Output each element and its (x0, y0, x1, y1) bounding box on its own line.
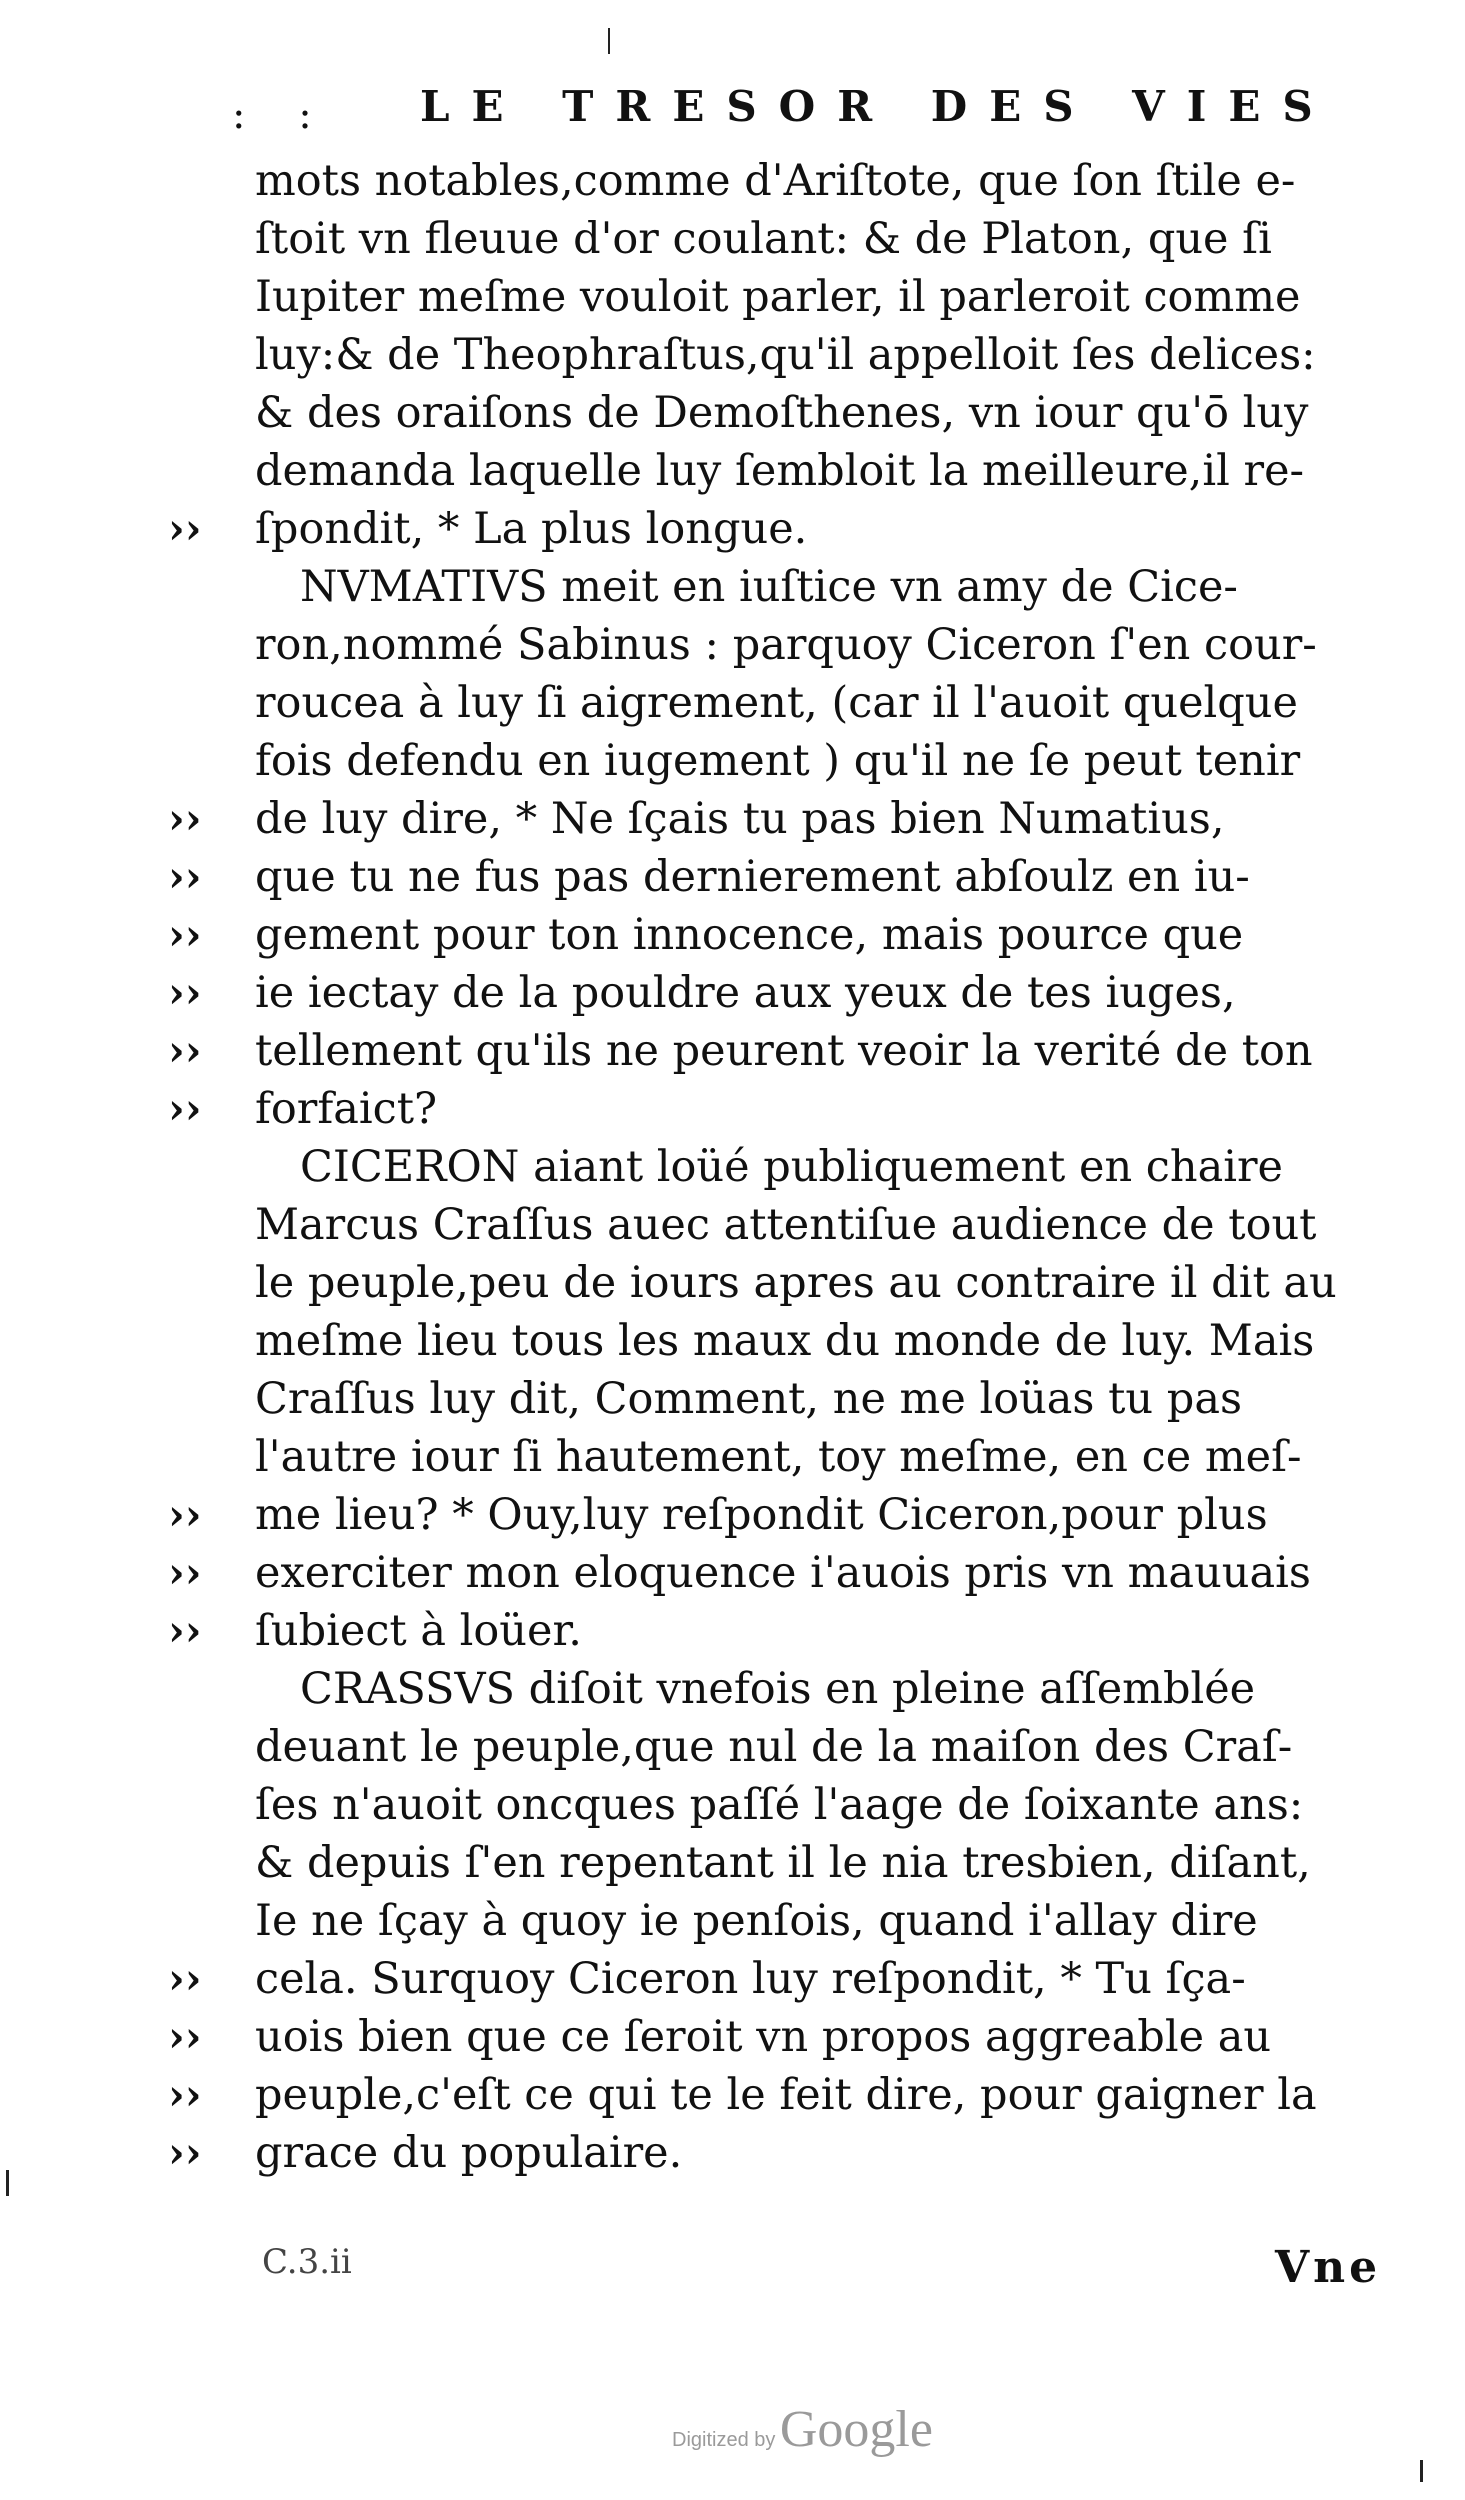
quotation-margin-mark: ›› (168, 1606, 202, 1655)
text-line (0, 384, 1465, 442)
text-line (0, 1080, 1465, 1138)
digitized-by-google-watermark (672, 2400, 933, 2459)
text-line (0, 964, 1465, 1022)
text-line (0, 1312, 1465, 1370)
quotation-margin-mark: ›› (168, 1026, 202, 1075)
line-text: l'autre iour ſi hautement, toy meſme, en ce meſ- (255, 1432, 1302, 1482)
line-text: CICERON aiant loüé publiquement en chaire (300, 1142, 1283, 1192)
quotation-margin-mark: ›› (168, 1490, 202, 1539)
line-text: forfaict? (255, 1084, 438, 1134)
margin-speck (1420, 2460, 1423, 2482)
google-logo: Google (779, 2401, 933, 2458)
line-text: meſme lieu tous les maux du monde de luy. Mais (255, 1316, 1315, 1366)
signature-mark: C.3.ii (262, 2242, 352, 2282)
text-line (0, 1544, 1465, 1602)
quotation-margin-mark: ›› (168, 968, 202, 1017)
line-text: Marcus Craſſus auec attentiſue audience de tout (255, 1200, 1317, 1250)
line-text: luy:& de Theophraſtus,qu'il appelloit ſes delices: (255, 330, 1316, 380)
text-line (0, 616, 1465, 674)
text-line (0, 1602, 1465, 1660)
line-text: me lieu? * Ouy,luy reſpondit Ciceron,pour plus (255, 1490, 1268, 1540)
line-text: gement pour ton innocence, mais pource que (255, 910, 1244, 960)
text-line (0, 1718, 1465, 1776)
line-text: mots notables,comme d'Ariſtote, que ſon ſtile e- (255, 156, 1296, 206)
line-text: deuant le peuple,que nul de la maiſon des Craſ- (255, 1722, 1293, 1772)
text-line (0, 326, 1465, 384)
text-line (0, 1428, 1465, 1486)
quotation-margin-mark: ›› (168, 2070, 202, 2119)
line-text: roucea à luy ſi aigrement, (car il l'auoit quelque (255, 678, 1298, 728)
line-text: demanda laquelle luy ſembloit la meilleure,il re- (255, 446, 1305, 496)
quotation-margin-mark: ›› (168, 794, 202, 843)
text-line (0, 1892, 1465, 1950)
text-line (0, 1660, 1465, 1718)
line-text: cela. Surquoy Ciceron luy reſpondit, * Tu ſça- (255, 1954, 1246, 2004)
text-line (0, 674, 1465, 732)
text-line (0, 1370, 1465, 1428)
line-text: peuple,c'eſt ce qui te le feit dire, pour gaigner la (255, 2070, 1317, 2120)
line-text: tellement qu'ils ne peurent veoir la verité de ton (255, 1026, 1313, 1076)
margin-speck (608, 28, 610, 54)
text-line (0, 442, 1465, 500)
line-text: ſpondit, * La plus longue. (255, 504, 808, 554)
quotation-margin-mark: ›› (168, 504, 202, 553)
quotation-margin-mark: ›› (168, 1954, 202, 2003)
line-text: & des oraiſons de Demoſthenes, vn iour qu'ō luy (255, 388, 1309, 438)
line-text: de luy dire, * Ne ſçais tu pas bien Numatius, (255, 794, 1225, 844)
line-text: exerciter mon eloquence i'auois pris vn mauuais (255, 1548, 1311, 1598)
quotation-margin-mark: ›› (168, 1084, 202, 1133)
line-text: Iupiter meſme vouloit parler, il parleroit comme (255, 272, 1301, 322)
text-line (0, 2124, 1465, 2182)
text-line (0, 1834, 1465, 1892)
text-line (0, 152, 1465, 210)
quotation-margin-mark: ›› (168, 1548, 202, 1597)
line-text: ron,nommé Sabinus : parquoy Ciceron ſ'en cour- (255, 620, 1317, 670)
line-text: fois defendu en iugement ) qu'il ne ſe peut tenir (255, 736, 1301, 786)
text-line (0, 1950, 1465, 2008)
text-line (0, 1022, 1465, 1080)
text-line (0, 1196, 1465, 1254)
catchword: Vne (1275, 2242, 1382, 2293)
line-text: Craſſus luy dit, Comment, ne me loüas tu pas (255, 1374, 1243, 1424)
line-text: le peuple,peu de iours apres au contraire il dit au (255, 1258, 1337, 1308)
line-text: uois bien que ce ſeroit vn propos aggreable au (255, 2012, 1272, 2062)
margin-speck (6, 2170, 9, 2196)
running-title: LE TRESOR DES VIES (420, 82, 1335, 131)
quotation-margin-mark: ›› (168, 852, 202, 901)
line-text: ſes n'auoit oncques paſſé l'aage de ſoixante ans: (255, 1780, 1304, 1830)
text-line (0, 790, 1465, 848)
line-text: & depuis ſ'en repentant il le nia tresbien, diſant, (255, 1838, 1311, 1888)
header-margin-marks: : : (232, 92, 332, 138)
text-line (0, 2066, 1465, 2124)
text-line (0, 268, 1465, 326)
line-text: CRASSVS diſoit vnefois en pleine aſſemblée (300, 1664, 1256, 1714)
quotation-margin-mark: ›› (168, 2012, 202, 2061)
text-line (0, 1776, 1465, 1834)
quotation-margin-mark: ›› (168, 910, 202, 959)
line-text: ſubiect à loüer. (255, 1606, 582, 1656)
text-line (0, 1486, 1465, 1544)
quotation-margin-mark: ›› (168, 2128, 202, 2177)
watermark-prefix: Digitized by (672, 2429, 776, 2451)
text-line (0, 2008, 1465, 2066)
text-line (0, 210, 1465, 268)
line-text: grace du populaire. (255, 2128, 683, 2178)
line-text: NVMATIVS meit en iuſtice vn amy de Cice- (300, 562, 1238, 612)
text-line (0, 732, 1465, 790)
line-text: Ie ne ſçay à quoy ie penſois, quand i'allay dire (255, 1896, 1258, 1946)
text-line (0, 558, 1465, 616)
text-line (0, 1138, 1465, 1196)
text-line (0, 848, 1465, 906)
line-text: que tu ne fus pas dernierement abſoulz en iu- (255, 852, 1250, 902)
line-text: ſtoit vn fleuue d'or coulant: & de Platon, que ſi (255, 214, 1272, 264)
text-line (0, 1254, 1465, 1312)
text-line (0, 500, 1465, 558)
text-line (0, 906, 1465, 964)
line-text: ie iectay de la pouldre aux yeux de tes iuges, (255, 968, 1236, 1018)
